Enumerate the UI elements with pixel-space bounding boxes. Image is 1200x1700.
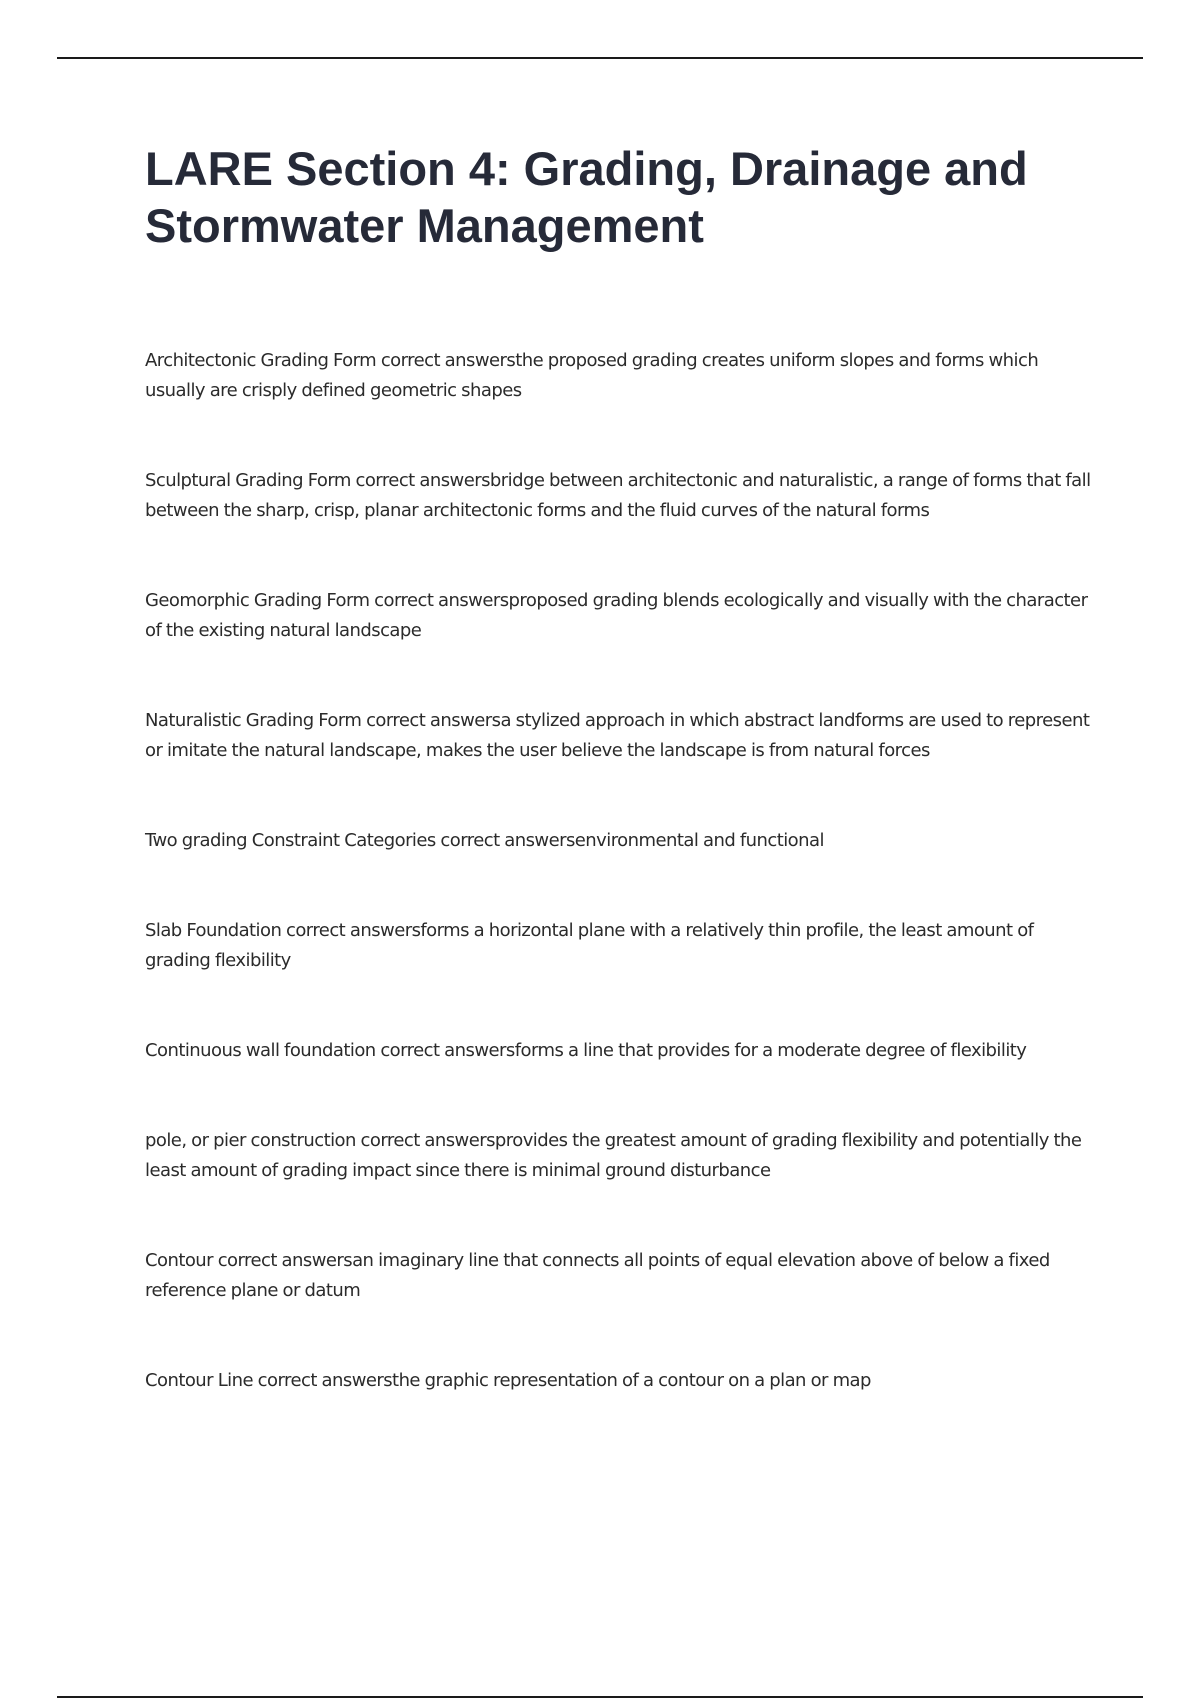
flashcard-entry: Contour correct answersan imaginary line that connects all points of equal elevation above of below a fixed reference plane or datum [145,1250,1050,1301]
header-rule [57,57,1143,59]
title-block [145,140,1095,254]
flashcard-list [145,346,1095,1396]
flashcard-entry: Contour Line correct answersthe graphic representation of a contour on a plan or map [145,1370,871,1391]
flashcard-entry: Two grading Constraint Categories correct answersenvironmental and functional [145,830,824,851]
flashcard-entry: Slab Foundation correct answersforms a horizontal plane with a relatively thin profile, the least amount of grading flexibility [145,920,1034,971]
footer-rule [57,1696,1143,1698]
flashcard-entry: Architectonic Grading Form correct answersthe proposed grading creates uniform slopes and forms which usually are crisply defined geometric shapes [145,350,1039,401]
flashcard-entry: Continuous wall foundation correct answersforms a line that provides for a moderate degree of flexibility [145,1040,1027,1061]
flashcard-entry: Sculptural Grading Form correct answersbridge between architectonic and naturalistic, a range of forms that fall between the sharp, crisp, planar architectonic forms and the fluid curves of the natural forms [145,470,1091,521]
flashcard-entry: pole, or pier construction correct answersprovides the greatest amount of grading flexibility and potentially the least amount of grading impact since there is minimal ground disturbance [145,1130,1082,1181]
flashcard-entry: Naturalistic Grading Form correct answersa stylized approach in which abstract landforms are used to represent or imitate the natural landscape, makes the user believe the landscape is from natural forces [145,710,1090,761]
flashcard-entry: Geomorphic Grading Form correct answersproposed grading blends ecologically and visually with the character of the existing natural landscape [145,590,1088,641]
document-title: LARE Section 4: Grading, Drainage and Stormwater Management [145,142,1028,252]
